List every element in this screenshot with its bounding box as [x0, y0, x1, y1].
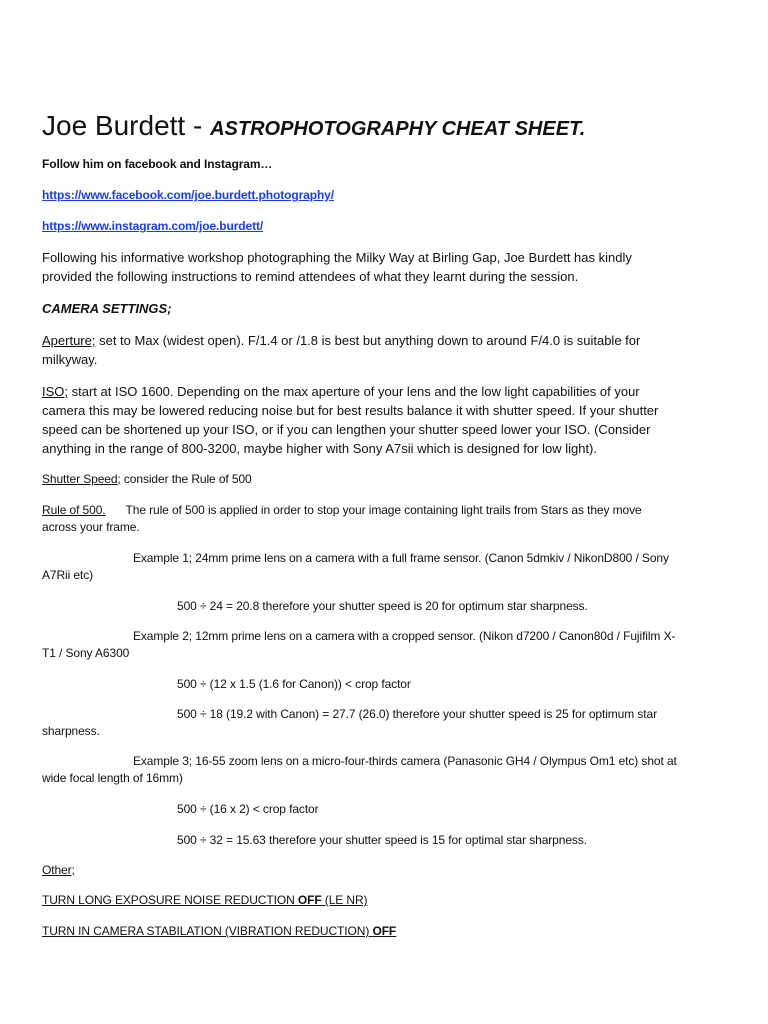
- rule500-line-1: [42, 502, 642, 519]
- example2-calc-2-line-1: 500 ÷ 18 (19.2 with Canon) = 27.7 (26.0) therefore your shutter speed is 25 for optimum star: [177, 707, 657, 721]
- iso-text: start at ISO 1600. Depending on the max aperture of your lens and the low light capabilities of your: [68, 384, 640, 399]
- shutter-label: Shutter Speed;: [42, 472, 121, 486]
- intro-line-1: Following his informative workshop photographing the Milky Way at Birling Gap, Joe Burdett has kindly: [42, 250, 632, 265]
- other-item-2-text: TURN IN CAMERA STABILATION (VIBRATION REDUCTION): [42, 924, 373, 938]
- title-subtitle: ASTROPHOTOGRAPHY CHEAT SHEET.: [210, 118, 586, 140]
- other-item-2-off: OFF: [372, 924, 397, 938]
- aperture-label: Aperture;: [42, 333, 96, 348]
- iso-line-2: camera this may be lowered reducing noise but for best results balance it with shutter speed. If your shutter: [42, 403, 659, 418]
- example2-line-2: T1 / Sony A6300: [42, 646, 130, 660]
- example3-line-1: Example 3; 16-55 zoom lens on a micro-four-thirds camera (Panasonic GH4 / Olympus Om1 etc) shot at: [133, 754, 677, 768]
- other-item-1-suffix: (LE NR): [321, 893, 368, 907]
- other-heading: Other;: [42, 863, 75, 877]
- other-item-1-text: TURN LONG EXPOSURE NOISE REDUCTION: [42, 893, 298, 907]
- example3-calc-2: 500 ÷ 32 = 15.63 therefore your shutter speed is 15 for optimal star sharpness.: [177, 833, 587, 847]
- shutter-speed-line: [42, 471, 252, 488]
- aperture-text: set to Max (widest open). F/1.4 or /1.8 is best but anything down to around F/4.0 is suitable for: [95, 333, 641, 348]
- title-author: Joe Burdett -: [42, 110, 211, 141]
- iso-label: ISO;: [42, 384, 69, 399]
- follow-text: Follow him on facebook and Instagram…: [42, 157, 273, 171]
- other-item-noise-reduction: [42, 892, 367, 909]
- aperture-line-1: [42, 331, 640, 350]
- example1-calc: 500 ÷ 24 = 20.8 therefore your shutter speed is 20 for optimum star sharpness.: [177, 599, 588, 613]
- shutter-text: consider the Rule of 500: [120, 472, 252, 486]
- other-item-1-off: OFF: [297, 893, 322, 907]
- example1-line-1: Example 1; 24mm prime lens on a camera with a full frame sensor. (Canon 5dmkiv / NikonD800 / Sony: [133, 551, 669, 565]
- rule500-label: Rule of 500.: [42, 503, 106, 517]
- example2-line-1: Example 2; 12mm prime lens on a camera with a cropped sensor. (Nikon d7200 / Canon80d / Fujifilm X-: [133, 629, 676, 643]
- rule500-line-2: across your frame.: [42, 520, 140, 534]
- page-title: [42, 108, 585, 147]
- aperture-line-2: milkyway.: [42, 352, 98, 367]
- example2-calc-2-line-2: sharpness.: [42, 724, 100, 738]
- iso-line-3: speed can be shortened up your ISO, or if you can lengthen your shutter speed lower your ISO. (Consider: [42, 422, 651, 437]
- camera-settings-heading: CAMERA SETTINGS;: [42, 301, 172, 316]
- instagram-link[interactable]: https://www.instagram.com/joe.burdett/: [42, 219, 264, 233]
- rule500-text: The rule of 500 is applied in order to stop your image containing light trails from Stars as they move: [125, 503, 642, 517]
- example3-line-2: wide focal length of 16mm): [42, 771, 183, 785]
- example2-calc-1: 500 ÷ (12 x 1.5 (1.6 for Canon)) < crop factor: [177, 677, 411, 691]
- example3-calc-1: 500 ÷ (16 x 2) < crop factor: [177, 802, 319, 816]
- facebook-link[interactable]: https://www.facebook.com/joe.burdett.photography/: [42, 188, 334, 202]
- intro-line-2: provided the following instructions to remind attendees of what they learnt during the session.: [42, 269, 579, 284]
- example1-line-2: A7Rii etc): [42, 568, 94, 582]
- other-item-stabilisation: [42, 923, 396, 940]
- iso-line-4: anything in the range of 800-3200, maybe higher with Sony A7sii which is designed for low light).: [42, 441, 597, 456]
- iso-line-1: [42, 382, 640, 401]
